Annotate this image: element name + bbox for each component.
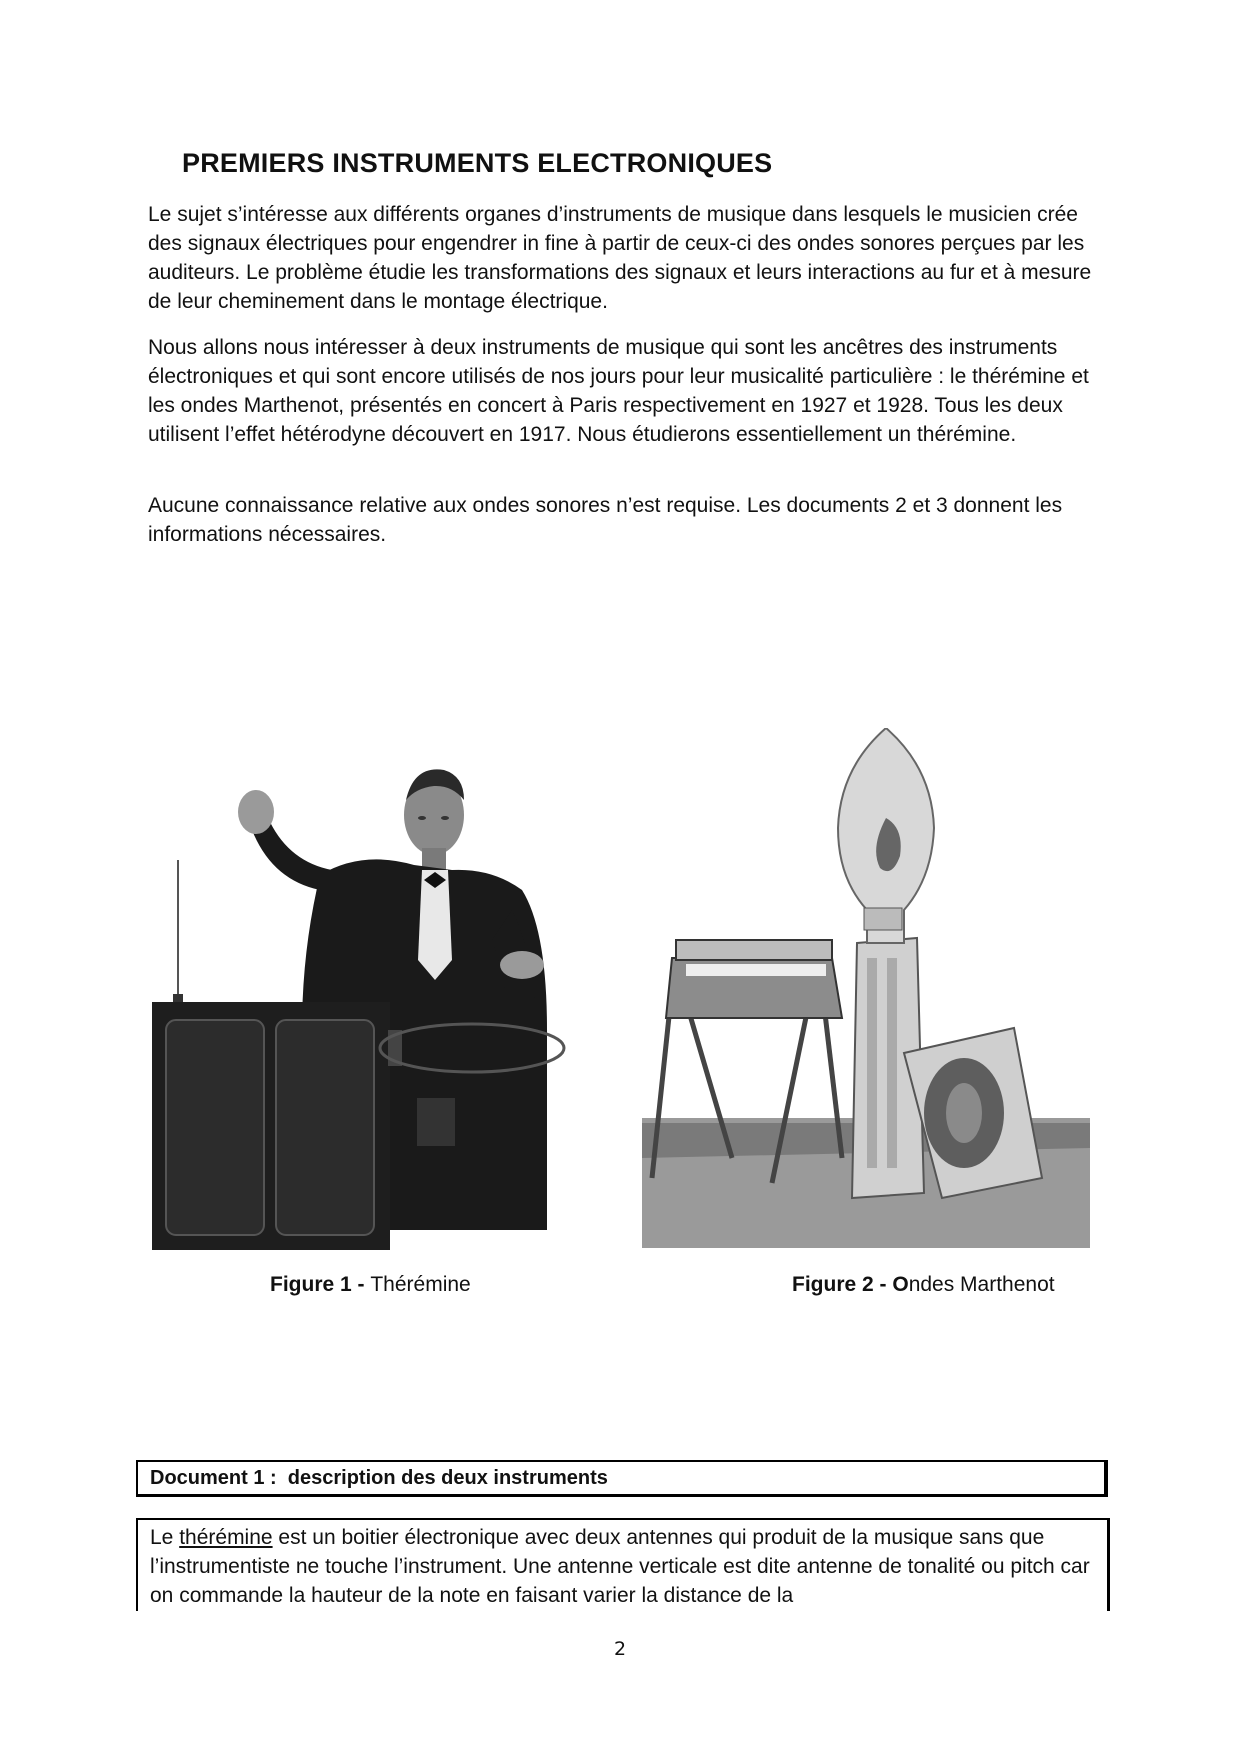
figure-2-title: ndes Marthenot bbox=[908, 1273, 1055, 1296]
theremine-underlined-term: thérémine bbox=[179, 1526, 273, 1549]
figure-1-title: Thérémine bbox=[370, 1273, 471, 1296]
document-1-text-box bbox=[136, 1518, 1110, 1611]
document-1-text bbox=[150, 1523, 1100, 1610]
page-number: 2 bbox=[613, 1638, 627, 1660]
page-heading: PREMIERS INSTRUMENTS ELECTRONIQUES bbox=[182, 148, 773, 178]
figure-1-caption bbox=[270, 1273, 471, 1297]
document-1-text-prefix: Le bbox=[150, 1526, 180, 1549]
ondes-martenot-photo bbox=[642, 728, 1090, 1248]
figure-2-caption bbox=[792, 1273, 1055, 1297]
document-1-header-box bbox=[136, 1460, 1108, 1497]
theremin-photo bbox=[152, 730, 612, 1250]
figure-2-label: Figure 2 - O bbox=[792, 1273, 909, 1296]
intro-paragraph-2: Nous allons nous intéresser à deux instruments de musique qui sont les ancêtres des instruments électroniques et qui sont encore utilisés de nos jours pour leur musicalité particulière : le thérémine et les ondes Marthenot, présentés en concert à Paris respectivement en 1927 et 1928. Tous les deux utilisent l’effet hétérodyne découvert en 1917. Nous étudierons essentiellement un thérémine. bbox=[148, 336, 1089, 446]
figure-1-label: Figure 1 - bbox=[270, 1273, 371, 1296]
intro-paragraph-3: Aucune connaissance relative aux ondes sonores n’est requise. Les documents 2 et 3 donnent les informations nécessaires. bbox=[148, 494, 1063, 546]
document-1-title: Document 1 : description des deux instruments bbox=[150, 1467, 608, 1489]
document-1-text-rest: est un boitier électronique avec deux antennes qui produit de la musique sans que l’instrumentiste ne touche l’instrument. Une antenne verticale est dite antenne de tonalité ou pitch car on commande la hauteur de la note en faisant varier la distance de la bbox=[150, 1526, 1090, 1607]
intro-paragraph-1: Le sujet s’intéresse aux différents organes d’instruments de musique dans lesquels le musicien crée des signaux électriques pour engendrer in fine à partir de ceux-ci des ondes sonores perçues par les auditeurs. Le problème étudie les transformations des signaux et leurs interactions au fur et à mesure de leur cheminement dans le montage électrique. bbox=[148, 203, 1092, 313]
